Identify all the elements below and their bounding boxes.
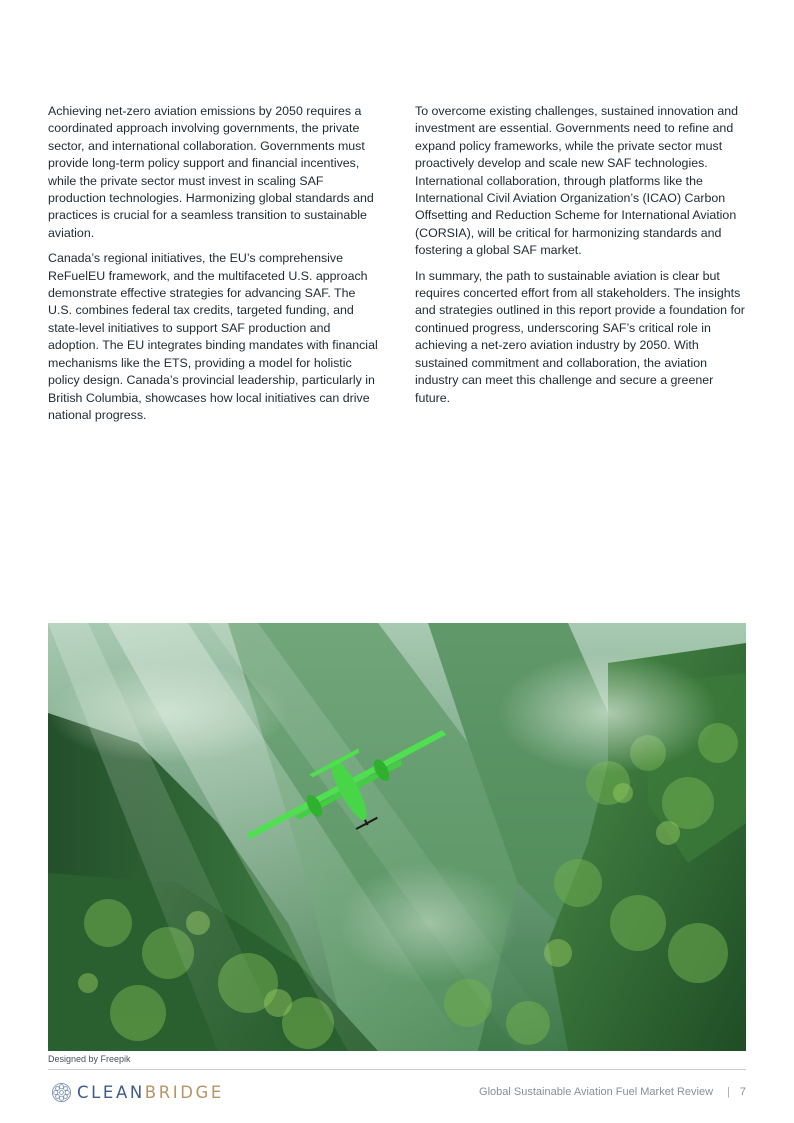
paragraph-challenges: To overcome existing challenges, sustained innovation and investment are essential. Governments need to refine and expand policy frameworks, while the private sector must proactively develop and scale new SAF technologies. International collaboration, through platforms like the International Civil Aviation Organization’s (ICAO) Carbon Offsetting and Reduction Scheme for International Aviation (CORSIA), will be critical for harmonizing standards and fostering a global SAF market. — [415, 104, 739, 258]
forest-canyon-illustration — [48, 623, 746, 1051]
logo-text-clean: CLEAN — [77, 1082, 145, 1102]
report-title: Global Sustainable Aviation Fuel Market Review — [479, 1086, 714, 1098]
paragraph-net-zero: Achieving net-zero aviation emissions by 2050 requires a coordinated approach involving governments, the private sector, and international collaboration. Governments must provide long-term policy support and financial incentives, while the private sector must invest in scaling SAF production technologies. Harmonizing global standards and practices is crucial for a seamless transition to sustainable aviation. — [48, 104, 374, 240]
logo-wordmark — [77, 1083, 224, 1102]
page-number: 7 — [739, 1086, 746, 1098]
hero-image-green-plane-over-forest — [48, 623, 746, 1051]
footer-separator: | — [727, 1086, 730, 1098]
logo-text-bridge: BRIDGE — [144, 1082, 224, 1102]
cleanbridge-logo — [51, 1080, 224, 1104]
paragraph-regional-initiatives: Canada’s regional initiatives, the EU’s comprehensive ReFuelEU framework, and the multifaceted U.S. approach demonstrate effective strategies for advancing SAF. The U.S. combines federal tax credits, targeted funding, and state-level initiatives to support SAF production and adoption. The EU integrates binding mandates with financial mechanisms like the ETS, providing a model for holistic policy design. Canada’s provincial leadership, particularly in British Columbia, showcases how local initiatives can drive national progress. — [48, 251, 378, 422]
cleanbridge-logo-icon — [51, 1082, 72, 1103]
image-credit: Designed by Freepik — [48, 1054, 131, 1064]
footer-divider — [48, 1069, 746, 1070]
left-text-column — [48, 103, 378, 432]
footer-info — [479, 1086, 746, 1098]
paragraph-summary: In summary, the path to sustainable aviation is clear but requires concerted effort from all stakeholders. The insights and strategies outlined in this report provide a foundation for continued progress, underscoring SAF’s critical role in achieving a net-zero aviation industry by 2050. With sustained commitment and collaboration, the aviation industry can meet this challenge and secure a greener future. — [415, 268, 745, 405]
right-text-column — [415, 103, 748, 415]
